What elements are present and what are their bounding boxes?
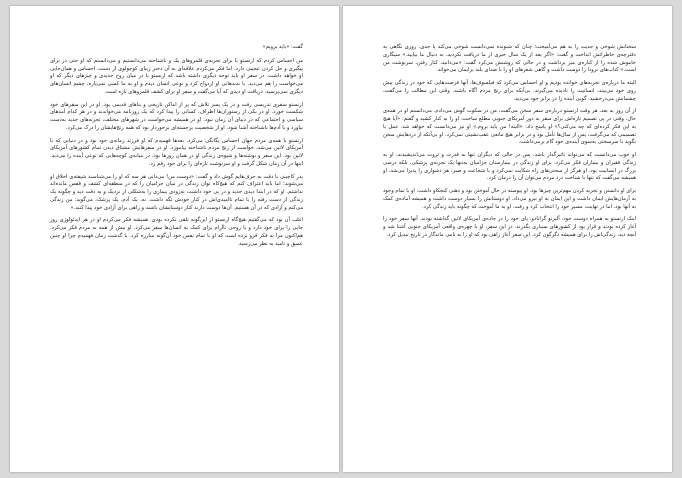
document-page-right bbox=[343, 6, 672, 472]
paragraph: از آن روز به بعد، هر وقت ارنستو درباره‌ی سفر سخن می‌گفت، من در سکوت گوش می‌دادم. می‌دانستم او در همه‌ی حال، وقتی در پی تصمیم تازه‌اش برای سفر به دور آمریکای جنوبی مطلع ساخت، او را به کنار کشید و گفتم: «آیا هیچ به این فکر کرده‌ای که چه می‌کنی؟» او پاسخ داد: «البته! من باید بروم.» او نیز می‌دانست که خواهد شد. عمل یا تصمیمی که می‌گرفت، پس از سال‌ها تأمل بود و در برابر هیچ مانعی عقب‌نشینی نمی‌کرد. او بی‌آنکه از دردهایش سخن بگوید با سرسختی به‌سوی آینده‌ی خود گام برمی‌داشت. bbox=[383, 108, 636, 146]
paragraph: ارنستو سفری تدریسی رفت و در یک پسر تلاش که پر از اماکن تاریخی و بناهای قدیمی بود. او در این سفرهای خود شکست خورد. او در یکی از رستوران‌ها اطراف، کسانی را پیدا کرد که یک روزنامه می‌خواندند و در هر کدام آمدهای سیاسی و اجتماعی که در دنیای آن زمان نبود. او در همیشه می‌خواست در شهرهای مختلف، تجربه‌های جدید به‌دست بیاورد و با آدم‌ها ناشناخته آشنا شود. او از شخصیت برجسته‌ای برخوردار بود که همه رنج‌هایشان را درک می‌کرد. bbox=[50, 101, 303, 131]
paragraph: ارنستو با همه‌ی مردم جهان احساس یگانگی می‌کرد. بعدها فهمیدم که او فرزند زمانه‌ی خود بود و در دنیایی که با آمریکای لاتین می‌شد، خواست از رنج مردم ناشناخته بیاموزد. او در سفرهایش مشتاق دیدن تمام کشورهای آمریکای لاتین بود. این سفر و نوشته‌ها و شیوه‌ی زندگی او در همان روزها بود، در میانه‌ی کوچه‌هایی که نوعی آینده را می‌دید. اینها در آن زمان شکل گرفت و او سرنوشت تازه‌ای را برای خود رقم زد. bbox=[50, 137, 303, 167]
paragraph: من احساس کردم که ارنستو با برای تجربه‌ی قلمروهای یک و ناشناخته می‌دانستیم و می‌دانستم که او حتی در برای پیگیری و حل کردن عجیبی دارد. اما فکر می‌کردم علاقه‌ای به آن دختر زیبای کوچولوی از دست، احساس و همان‌جایی او خواهد داشت. در سفر او باید توجه دیگری داشته باشد که ارنستو با در میان روح جدیدی و چیزهای دیگر که او می‌خواست را هم می‌دید. با ندیدهانی او ازدواج کرد و نوعی انسان دیدم و او به ما کسی نمی‌پاره، چشم انسان‌های دیگری نمی‌پرسید. دریافت او دیدی که آیا می‌گفت و سفر او برای کشف قلمروهای تازه است. bbox=[50, 57, 303, 95]
paragraph: اغلب آن بود که می‌گفتیم هیچ‌گاه ارنستو از این‌گونه تلقی نکرده بودی. همیشه فکر می‌کردم او در هر ایدئولوژی روز جایی را برای خود دارد و با روحی ناآرام برای کمک به انسان‌ها سفر می‌کرد. او بیش از همه به مردم فکر می‌کرد. هم‌اکنون مرا به فکر فرو برده است که او با تمام نفس خود آن‌گونه مبارزه کرد. با گذشت زمان فهمیدم چرا او چنین عمیق و نامید به نظر می‌رسید. bbox=[50, 217, 303, 247]
page-text-right bbox=[383, 44, 636, 245]
paragraph: البته ما درباره‌ی تجربه‌های خوانده بودیم و او احساس می‌کرد که فیلسوف‌ها، آنها فرصت‌هایی که خود در زندگی پیش روی خود می‌بیند، انسانیت را نادیده می‌گیرند. بی‌آنکه برای رنج مردم آگاه باشند. وقتی این مطالب را می‌گفت، چشمانش می‌درخشید. گویی آینده را در برابر خود می‌دید. bbox=[383, 80, 636, 102]
page-text-left bbox=[50, 44, 303, 253]
paragraph: برای او دانستن و تجربه کردن مهم‌ترین چیزها بود. او پیوسته در حال آموختن بود و ذهنی کنجکاو داشت. او با تمام وجود به آرمان‌هایش ایمان داشت و این ایمان به او نیرو می‌داد. او دوستانش را بسیار دوست داشت و همیشه آماده‌ی کمک به آنها بود. اما در نهایت، مسیر خود را انتخاب کرد و رفت. او به ما آموخت که چگونه باید زندگی کرد. bbox=[383, 188, 636, 210]
paragraph: او خوب می‌دانست که می‌تواند تاثیرگذار باشد، پس در حالی که دیگران تنها به قدرت و ثروت می‌اندیشیدند، او به زندگی فقیران و بیماران فکر می‌کرد. برای او زندگی در بیمارستان جزامیان نه‌تنها یک تجربه‌ی پزشکی، بلکه درسی بزرگ در انسانیت بود. او هرگز از سختی‌های راه شکایت نمی‌کرد و با شجاعت و صبر، هر دشواری را پذیرا می‌شد. او همیشه می‌گفت که تنها با شناخت درد مردم می‌توان آن را درمان کرد. bbox=[383, 152, 636, 182]
page-heading: گفت: «باید برویم» bbox=[262, 44, 303, 50]
paragraph: سخنانش شوخی و جدیت را به هم می‌آمیخت؛ چنان که شنونده نمی‌دانست شوخی می‌کند یا جدی. روزی نگاهی به دفترچه‌ی خاطراتش انداخت و گفت: «اگر بعد از یک سال خبری از ما دریافت نکردید، به دنبال ما بیایید.» سیگاری خاموش شده را از کناره‌ی میز برداشت و در حالی که روشنش می‌کرد گفت: «می‌دانید، کنار رفتن، سرنوشت من است.» کتاب‌های نرودا را دوست داشت و گاهی شعرهای او را با صدای بلند برایمان می‌خواند. bbox=[383, 44, 636, 74]
document-page-left bbox=[10, 6, 339, 472]
paragraph: پدر کاچینی با دقت به حرف‌هایم گوش داد و گفت: «دوست من! می‌دانی هر سه که او را می‌شناسند شیفته‌ی اخلاق او می‌شوند؛ اما باید اعتراف کنم که هیچ‌کاه توان زندگی در میان جزامیان را که در منطقه‌ای کشف و قفس مانده‌اند نداشتم. او که در ابتدا دیدی جدید و در پی خود داشت، به‌زودی بیماری را به‌شکلی از نزدیک و به دقت دید و چگونه یک زندگی از دست رفته را با تمام ناامیدی‌اش در کنار خودش نگه داشت. نه، یک آدم، یک پزشک، می‌گوید: من زندگی می‌کنم و آزادی که در آن هستیم. آن‌ها دوست دارند کنار دوستانشان باشند و راهی برای آزادی خود پیدا کنند.» bbox=[50, 173, 303, 211]
paragraph: اینک ارنستو به همراه دوست خود، آلبرتو گرانادو، پای خود را در جاده‌ی آمریکای لاتین گذاشته بودند. آنها سفر خود را آغاز کرده بودند و قرار بود از کشورهای بسیاری بگذرند. در این سفر، او با چهره‌ی واقعی آمریکای جنوبی آشنا شد و آنچه دید، زندگی‌اش را برای همیشه دگرگون کرد. این سفر آغاز راهی بود که او را به نامی ماندگار در تاریخ تبدیل کرد. bbox=[383, 216, 636, 238]
